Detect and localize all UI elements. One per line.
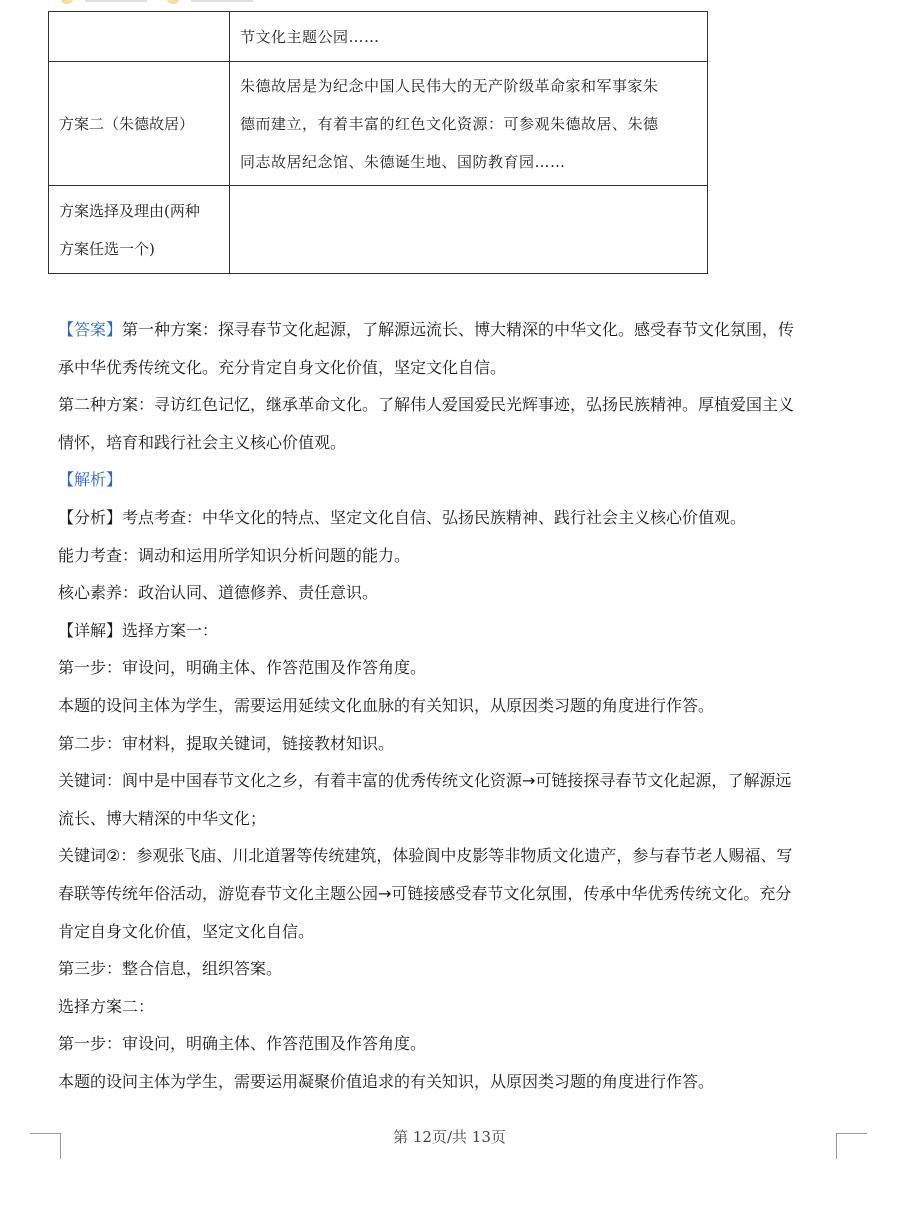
analysis-line: 第三步：整合信息，组织答案。 bbox=[58, 959, 283, 979]
answer-line: 【答案】第一种方案：探寻春节文化起源，了解源远流长、博大精深的中华文化。感受春节文化氛围，传 bbox=[58, 320, 795, 339]
answer-tag: 【答案】 bbox=[58, 320, 123, 339]
analysis-line: 第一步：审设问，明确主体、作答范围及作答角度。 bbox=[58, 1034, 427, 1054]
page-number: 第 12页/共 13页 bbox=[393, 1128, 506, 1146]
plan-table bbox=[48, 11, 708, 274]
analysis-line: 核心素养：政治认同、道德修养、责任意识。 bbox=[58, 583, 379, 603]
answer-line: 承中华优秀传统文化。充分肯定自身文化价值，坚定文化自信。 bbox=[58, 357, 507, 377]
table-cell-label bbox=[49, 186, 230, 274]
analysis-line: 关键词②：参观张飞庙、川北道署等传统建筑，体验阆中皮影等非物质文化遗产，参与春节老人赐福、写 bbox=[58, 846, 793, 866]
watermark-line bbox=[85, 0, 147, 2]
table-row bbox=[49, 12, 708, 62]
analysis-line: 选择方案二： bbox=[58, 996, 155, 1016]
analysis-line: 肯定自身文化价值，坚定文化自信。 bbox=[58, 921, 315, 941]
analysis-line: 第一步：审设问，明确主体、作答范围及作答角度。 bbox=[58, 658, 427, 678]
cell-line: 朱德故居是为纪念中国人民伟大的无产阶级革命家和军事家朱 bbox=[240, 76, 659, 95]
answer-line: 情怀，培育和践行社会主义核心价值观。 bbox=[58, 432, 347, 452]
analysis-line: 第二步：审材料，提取关键词，链接教材知识。 bbox=[58, 733, 395, 753]
analysis-line: 流长、博大精深的中华文化； bbox=[58, 808, 267, 828]
table-cell-content bbox=[230, 186, 708, 274]
watermark-logo-icon bbox=[167, 0, 179, 4]
analysis-line: 【分析】考点考查：中华文化的特点、坚定文化自信、弘扬民族精神、践行社会主义核心价值观。 bbox=[58, 507, 747, 527]
analysis-line: 本题的设问主体为学生，需要运用延续文化血脉的有关知识，从原因类习题的角度进行作答。 bbox=[58, 695, 715, 715]
cell-line: 同志故居纪念馆、朱德诞生地、国防教育园…… bbox=[240, 152, 566, 171]
table-cell-content: 节文化主题公园…… bbox=[230, 12, 708, 62]
cell-line: 德而建立，有着丰富的红色文化资源：可参观朱德故居、朱德 bbox=[240, 114, 659, 133]
analysis-tag: 【解析】 bbox=[58, 470, 123, 490]
analysis-tag-line bbox=[58, 461, 848, 499]
analysis-line: 关键词：阆中是中国春节文化之乡，有着丰富的优秀传统文化资源→可链接探寻春节文化起源，了解源远 bbox=[58, 771, 792, 791]
cell-line: 方案选择及理由(两种 bbox=[59, 201, 200, 220]
table-cell-label: 方案二（朱德故居） bbox=[49, 62, 230, 186]
solution-text bbox=[58, 311, 848, 1100]
watermark-line bbox=[191, 0, 253, 2]
cell-line: 方案任选一个) bbox=[59, 239, 155, 258]
header-watermark-strip bbox=[55, 0, 295, 6]
page-corner-mark-right bbox=[836, 1133, 867, 1159]
analysis-line: 本题的设问主体为学生，需要运用凝聚价值追求的有关知识，从原因类习题的角度进行作答。 bbox=[58, 1071, 715, 1091]
table-cell-content bbox=[230, 62, 708, 186]
analysis-line: 春联等传统年俗活动，游览春节文化主题公园→可链接感受春节文化氛围，传承中华优秀传统文化。充分 bbox=[58, 883, 792, 903]
table-row bbox=[49, 62, 708, 186]
answer-line: 第二种方案：寻访红色记忆，继承革命文化。了解伟人爱国爱民光辉事迹，弘扬民族精神。厚植爱国主义 bbox=[58, 395, 795, 415]
watermark-logo-icon bbox=[61, 0, 73, 4]
analysis-line: 【详解】选择方案一： bbox=[58, 620, 219, 640]
analysis-line: 能力考查：调动和运用所学知识分析问题的能力。 bbox=[58, 545, 411, 565]
table-cell-label bbox=[49, 12, 230, 62]
table-row bbox=[49, 186, 708, 274]
